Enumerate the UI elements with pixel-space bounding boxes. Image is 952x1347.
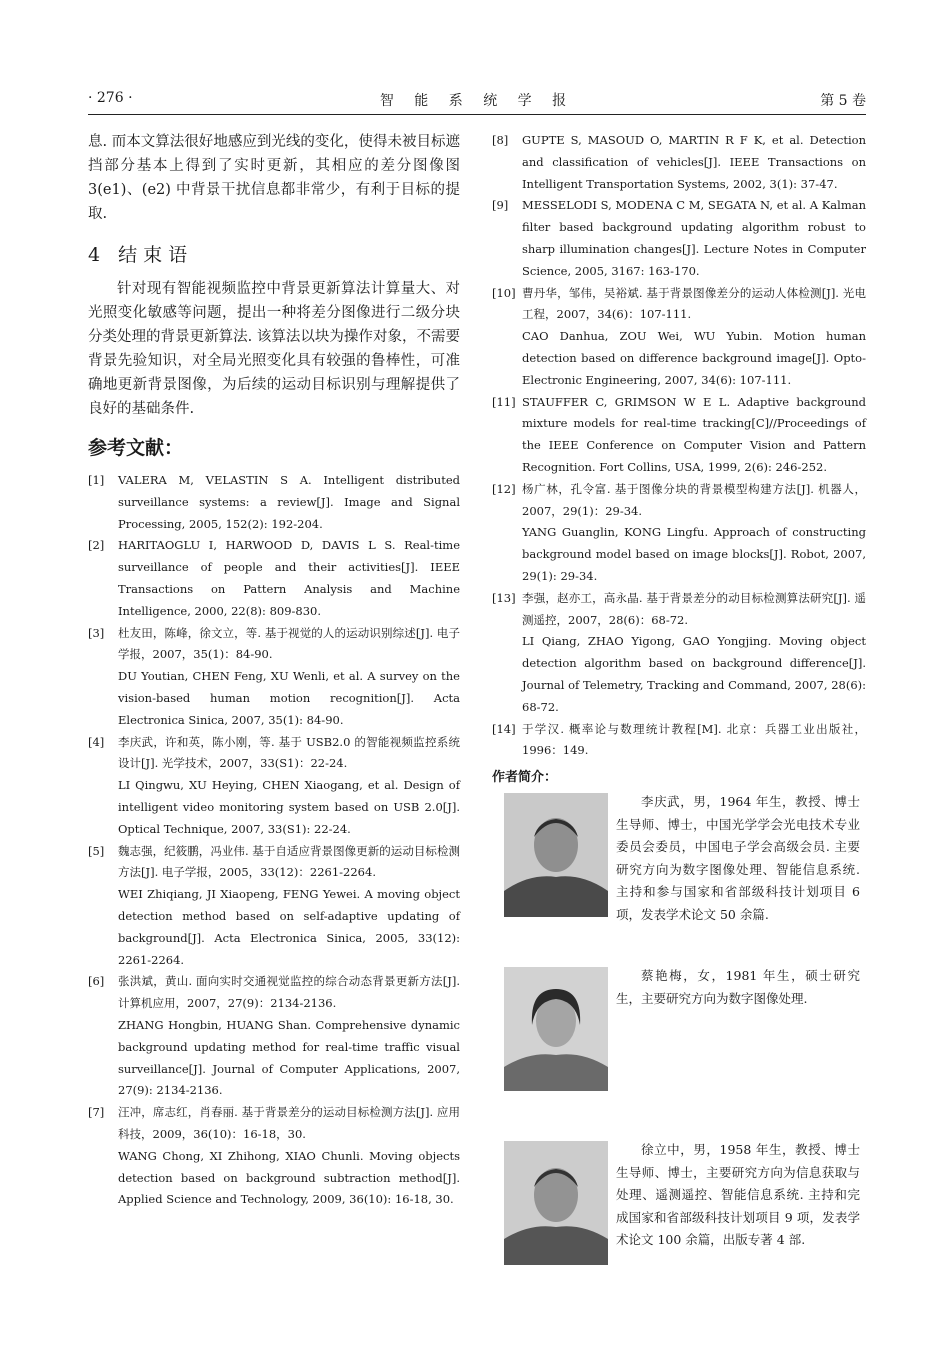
reference-text: HARITAOGLU I, HARWOOD D, DAVIS L S. Real-time surveillance of people and their activities[J]. IEEE Transactions on Pattern Analysis and Machine Intelligence, 2000, 22(8): 809-830. bbox=[118, 538, 460, 618]
journal-title: 智 能 系 统 学 报 bbox=[379, 93, 575, 109]
reference-item bbox=[88, 623, 460, 732]
author-bio: 李庆武，男，1964 年生，教授、博士生导师、博士，中国光学学会光电技术专业委员会委员，中国电子学会高级会员. 主要研究方向为数字图像处理、智能信息系统. 主持和参与国家和省部级科技计划项目 6 项，发表学术论文 50 余篇. bbox=[616, 794, 860, 922]
reference-number: [14] bbox=[492, 721, 516, 736]
reference-translation: WANG Chong, XI Zhihong, XIAO Chunli. Moving objects detection based on background subtraction method[J]. Applied Science and Technology, 2009, 36(10): 16-18, 30. bbox=[118, 1148, 460, 1207]
reference-item bbox=[88, 971, 460, 1102]
reference-number: [3] bbox=[88, 625, 105, 640]
reference-text: MESSELODI S, MODENA C M, SEGATA N, et al. A Kalman filter based background updating algorithm robust to sharp illumination changes[J]. Lecture Notes in Computer Science, 2005, 3167: 163-170. bbox=[522, 198, 866, 278]
reference-number: [13] bbox=[492, 590, 516, 605]
author-bio: 徐立中，男，1958 年生，教授、博士生导师、博士，主要研究方向为信息获取与处理、遥测遥控、智能信息系统. 主持和完成国家和省部级科技计划项目 9 项，发表学术论文 100 余篇，出版专著 4 部. bbox=[616, 1142, 860, 1248]
authors-heading: 作者简介： bbox=[492, 770, 558, 786]
author-photo bbox=[504, 967, 608, 1091]
reference-number: [10] bbox=[492, 285, 516, 300]
reference-text: 张洪斌，黄山. 面向实时交通视觉监控的综合动态背景更新方法[J]. 计算机应用，2007，27(9)：2134-2136. bbox=[118, 974, 460, 1011]
reference-item bbox=[88, 470, 460, 535]
reference-translation: ZHANG Hongbin, HUANG Shan. Comprehensive dynamic background updating method for real-time traffic visual surveillance[J]. Journal of Computer Applications, 2007, 27(9): 2134-2136. bbox=[118, 1017, 460, 1098]
reference-translation: CAO Danhua, ZOU Wei, WU Yubin. Motion human detection based on difference background image[J]. Opto-Electronic Engineering, 2007, 34(6): 107-111. bbox=[522, 329, 866, 387]
author-entry bbox=[492, 791, 866, 951]
volume-label: 第 5 卷 bbox=[820, 93, 866, 109]
reference-number: [9] bbox=[492, 198, 509, 213]
page-number: · 276 · bbox=[88, 90, 133, 106]
references-heading: 参考文献： bbox=[88, 437, 184, 459]
reference-item bbox=[88, 841, 460, 972]
reference-text: 李庆武，许和英，陈小刚，等. 基于 USB2.0 的智能视频监控系统设计[J]. 光学技术，2007，33(S1)：22-24. bbox=[118, 734, 460, 771]
reference-number: [12] bbox=[492, 481, 516, 496]
reference-number: [8] bbox=[492, 133, 509, 147]
reference-item bbox=[492, 283, 866, 392]
reference-text: 杨广林，孔令富. 基于图像分块的背景模型构建方法[J]. 机器人，2007，29(1)：29-34. bbox=[522, 481, 866, 518]
reference-item bbox=[88, 535, 460, 622]
page-header bbox=[88, 90, 866, 114]
reference-item bbox=[492, 588, 866, 719]
right-column bbox=[492, 130, 866, 1313]
author-photo bbox=[504, 793, 608, 917]
reference-item bbox=[492, 195, 866, 282]
author-entry bbox=[492, 1139, 866, 1299]
reference-item bbox=[88, 732, 460, 841]
reference-text: 李强，赵亦工，高永晶. 基于背景差分的动目标检测算法研究[J]. 遥测遥控，2007，28(6)：68-72. bbox=[522, 590, 866, 627]
conclusion-paragraph: 针对现有智能视频监控中背景更新算法计算量大、对光照变化敏感等问题，提出一种将差分图像进行二级分块分类处理的背景更新算法. 该算法以块为操作对象，不需要背景先验知识，对全局光照变化具有较强的鲁棒性，可准确地更新背景图像，为后续的运动目标识别与理解提供了良好的基础条件. bbox=[88, 281, 460, 417]
reference-number: [4] bbox=[88, 734, 105, 749]
reference-number: [7] bbox=[88, 1105, 105, 1120]
reference-number: [5] bbox=[88, 843, 105, 858]
intro-paragraph: 息. 而本文算法很好地感应到光线的变化，使得未被目标遮挡部分基本上得到了实时更新，其相应的差分图像图 3(e1)、(e2) 中背景干扰信息都非常少，有利于目标的提取. bbox=[88, 134, 460, 222]
reference-number: [6] bbox=[88, 974, 105, 989]
section-heading: 4 结束语 bbox=[88, 244, 194, 266]
reference-item bbox=[492, 130, 866, 195]
reference-number: [1] bbox=[88, 473, 105, 487]
reference-translation: LI Qiang, ZHAO Yigong, GAO Yongjing. Moving object detection algorithm based on background difference[J]. Journal of Telemetry, Tracking and Command, 2007, 28(6): 68-72. bbox=[522, 634, 866, 714]
reference-text: STAUFFER C, GRIMSON W E L. Adaptive background mixture models for real-time tracking[C]//Proceedings of the IEEE Conference on Computer Vision and Pattern Recognition. Fort Collins, USA, 1999, 2(6): 246-252. bbox=[522, 394, 866, 474]
author-entry bbox=[492, 965, 866, 1125]
reference-text: 曹丹华，邹伟，吴裕斌. 基于背景图像差分的运动人体检测[J]. 光电工程，2007，34(6)：107-111. bbox=[522, 285, 866, 322]
reference-translation: YANG Guanglin, KONG Lingfu. Approach of constructing background model based on image blocks[J]. Robot, 2007, 29(1): 29-34. bbox=[522, 525, 866, 583]
reference-text: 杜友田，陈峰，徐文立，等. 基于视觉的人的运动识别综述[J]. 电子学报，2007，35(1)：84-90. bbox=[118, 625, 460, 662]
reference-text: VALERA M, VELASTIN S A. Intelligent distributed surveillance systems: a review[J]. Image and Signal Processing, 2005, 152(2): 192-204. bbox=[118, 473, 460, 531]
left-column bbox=[88, 130, 460, 1211]
reference-translation: DU Youtian, CHEN Feng, XU Wenli, et al. A survey on the vision-based human motion recognition[J]. Acta Electronica Sinica, 2007, 35(1): 84-90. bbox=[118, 669, 460, 727]
reference-text: 魏志强，纪筱鹏，冯业伟. 基于自适应背景图像更新的运动目标检测方法[J]. 电子学报，2005，33(12)：2261-2264. bbox=[118, 843, 460, 880]
reference-item bbox=[492, 719, 866, 763]
author-photo bbox=[504, 1141, 608, 1265]
reference-item bbox=[492, 392, 866, 479]
reference-list-left bbox=[88, 470, 460, 1211]
reference-text: 汪冲，席志红，肖春丽. 基于背景差分的运动目标检测方法[J]. 应用科技，2009，36(10)：16-18，30. bbox=[118, 1105, 460, 1141]
reference-text: GUPTE S, MASOUD O, MARTIN R F K, et al. Detection and classification of vehicles[J]. IEEE Transactions on Intelligent Transportation Systems, 2002, 3(1): 37-47. bbox=[522, 133, 866, 191]
reference-item bbox=[492, 479, 866, 588]
header-rule bbox=[88, 114, 866, 115]
author-bio: 蔡艳梅，女，1981 年生，硕士研究生，主要研究方向为数字图像处理. bbox=[616, 968, 860, 1006]
reference-number: [11] bbox=[492, 394, 516, 409]
reference-list-right bbox=[492, 130, 866, 762]
reference-text: 于学汉. 概率论与数理统计教程[M]. 北京：兵器工业出版社，1996：149. bbox=[522, 721, 866, 758]
reference-translation: WEI Zhiqiang, JI Xiaopeng, FENG Yewei. A moving object detection method based on self-adaptive updating of background[J]. Acta Electronica Sinica, 2005, 33(12): 2261-2264. bbox=[118, 887, 460, 967]
reference-item bbox=[88, 1102, 460, 1211]
reference-number: [2] bbox=[88, 538, 105, 553]
reference-translation: LI Qingwu, XU Heying, CHEN Xiaogang, et al. Design of intelligent video monitoring system based on USB 2.0[J]. Optical Technique, 2007, 33(S1): 22-24. bbox=[118, 778, 460, 836]
